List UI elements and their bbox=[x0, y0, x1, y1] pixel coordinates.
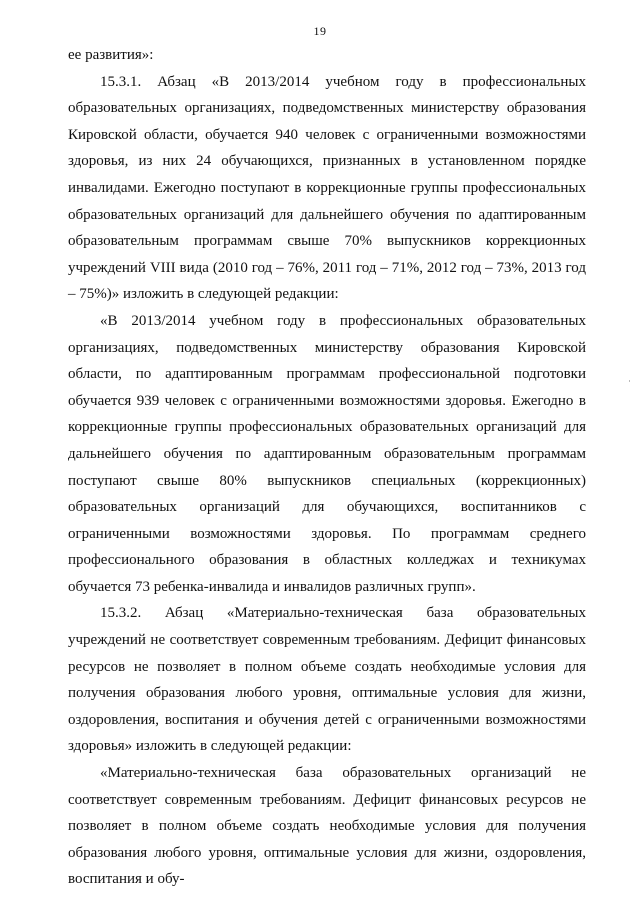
paragraph-15-3-1: 15.3.1. Абзац «В 2013/2014 учебном году в профессиональных образовательных организациях, подведомственных министерству образования Кировской области, обучается 940 человек с ограниченными возможностями здоровья, из них 24 обучающихся, признанных в установленном порядке инвалидами. Ежегодно поступают в коррекционные группы профессиональных образовательных организаций для дальнейшего обучения по адаптированным образовательным программам свыше 70% выпускников коррекционных учреждений VIII вида (2010 год – 76%, 2011 год – 71%, 2012 год – 73%, 2013 год – 75%)» изложить в следующей редакции: bbox=[68, 73, 586, 303]
paragraph-new-wording-2: «Материально-техническая база образовательных организаций не соответствует современным требованиям. Дефицит финансовых ресурсов не позволяет в полном объеме создать необходимые условия для получения образования любого уровня, оптимальные условия для жизни, оздоровления, воспитания и обу- bbox=[68, 765, 586, 888]
paragraph-continuation: ее развития»: bbox=[68, 47, 154, 63]
page-number: 19 bbox=[313, 24, 327, 38]
scan-artifact bbox=[629, 380, 630, 382]
paragraph-new-wording-1: «В 2013/2014 учебном году в профессиональных образовательных организациях, подведомственных министерству образования Кировской области, по адаптированным программам профессиональной подготовки обучается 939 человек с ограниченными возможностями здоровья. Ежегодно в коррекционные группы профессиональных образовательных организаций для дальнейшего обучения по адаптированным образовательным программам поступают свыше 80% выпускников специальных (коррекционных) образовательных организаций для обучающихся, воспитанников с ограниченными возможностями здоровья. По программам среднего профессионального образования в областных колледжах и техникумах обучается 73 ребенка-инвалида и инвалидов различных групп». bbox=[68, 312, 586, 595]
document-body bbox=[68, 42, 586, 893]
paragraph-15-3-2: 15.3.2. Абзац «Материально-техническая база образовательных учреждений не соответствует современным требованиям. Дефицит финансовых ресурсов не позволяет в полном объеме создать необходимые условия для получения образования любого уровня, оптимальные условия для жизни, оздоровления, воспитания и обучения детей с ограниченными возможностями здоровья» изложить в следующей редакции: bbox=[68, 605, 586, 755]
